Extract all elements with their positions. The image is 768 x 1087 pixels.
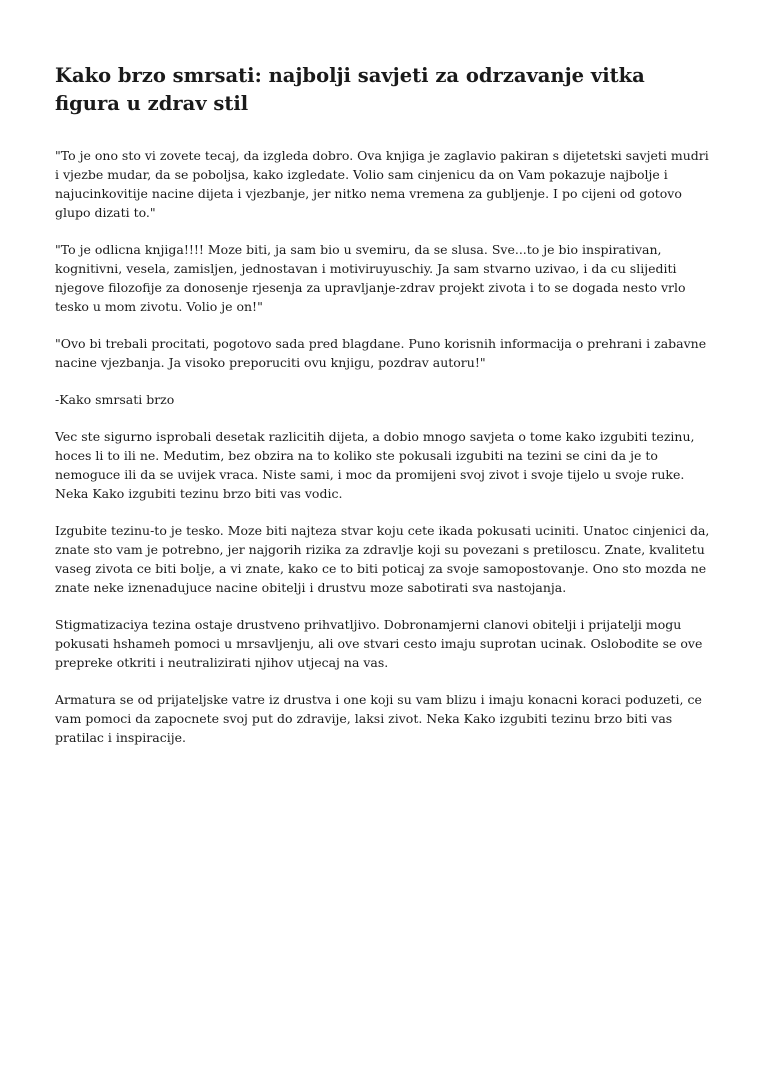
body-paragraph-2: Izgubite tezinu-to je tesko. Moze biti najteza stvar koju cete ikada pokusati uciniti. Unatoc cinjenici da, znate sto vam je potrebno, jer najgorih rizika za zdravlje koji su povezani s pretiloscu. Znate, kvalitetu vaseg zivota ce biti bolje, a vi znate, kako ce to biti poticaj za svoje samopostovanje. Ono sto mozda ne znate neke iznenadujuce nacine obitelji i drustvu moze sabotirati sva nastojanja. <box>55 523 710 595</box>
body-paragraph-4: Armatura se od prijateljske vatre iz drustva i one koji su vam blizu i imaju konacni koraci poduzeti, ce vam pomoci da zapocnete svoj put do zdravije, laksi zivot. Neka Kako izgubiti tezinu brzo biti vas pratilac i inspiracije. <box>55 692 702 745</box>
testimonial-paragraph-3: "Ovo bi trebali procitati, pogotovo sada pred blagdane. Puno korisnih informacija o prehrani i zabavne nacine vjezbanja. Ja visoko preporuciti ovu knjigu, pozdrav autoru!" <box>55 336 707 370</box>
testimonial-paragraph-2: "To je odlicna knjiga!!!! Moze biti, ja sam bio u svemiru, da se slusa. Sve...to je bio inspirativan, kognitivni, vesela, zamisljen, jednostavan i motiviruyuschiy. Ja sam stvarno uzivao, i da cu slijediti njegove filozofije za donosenje rjesenja za upravljanje-zdrav projekt zivota i to se dogada nesto vrlo tesko u mom zivotu. Volio je on!" <box>55 242 686 314</box>
page-title: Kako brzo smrsati: najbolji savjeti za odrzavanje vitka figura u zdrav stil <box>55 64 645 115</box>
body-paragraph-1: Vec ste sigurno isprobali desetak razlicitih dijeta, a dobio mnogo savjeta o tome kako izgubiti tezinu, hoces li to ili ne. Medutim, bez obzira na to koliko ste pokusali izgubiti na tezini se cini da je to nemoguce ili da se uvijek vraca. Niste sami, i moc da promijeni svoj zivot i svoje tijelo u svoje ruke. Neka Kako izgubiti tezinu brzo biti vas vodic. <box>55 429 695 501</box>
body-paragraph-3: Stigmatizaciya tezina ostaje drustveno prihvatljivo. Dobronamjerni clanovi obitelji i prijatelji mogu pokusati hshameh pomoci u mrsavljenju, ali ove stvari cesto imaju suprotan ucinak. Oslobodite se ove prepreke otkriti i neutralizirati njihov utjecaj na vas. <box>55 617 703 670</box>
testimonial-paragraph-1: "To je ono sto vi zovete tecaj, da izgleda dobro. Ova knjiga je zaglavio pakiran s dijetetski savjeti mudri i vjezbe mudar, da se poboljsa, kako izgledate. Volio sam cinjenicu da on Vam pokazuje najbolje i najucinkovitije nacine dijeta i vjezbanje, jer nitko nema vremena za gubljenje. I po cijeni od gotovo glupo dizati to." <box>55 148 709 220</box>
attribution-line: -Kako smrsati brzo <box>55 392 175 407</box>
document-page <box>55 62 715 765</box>
